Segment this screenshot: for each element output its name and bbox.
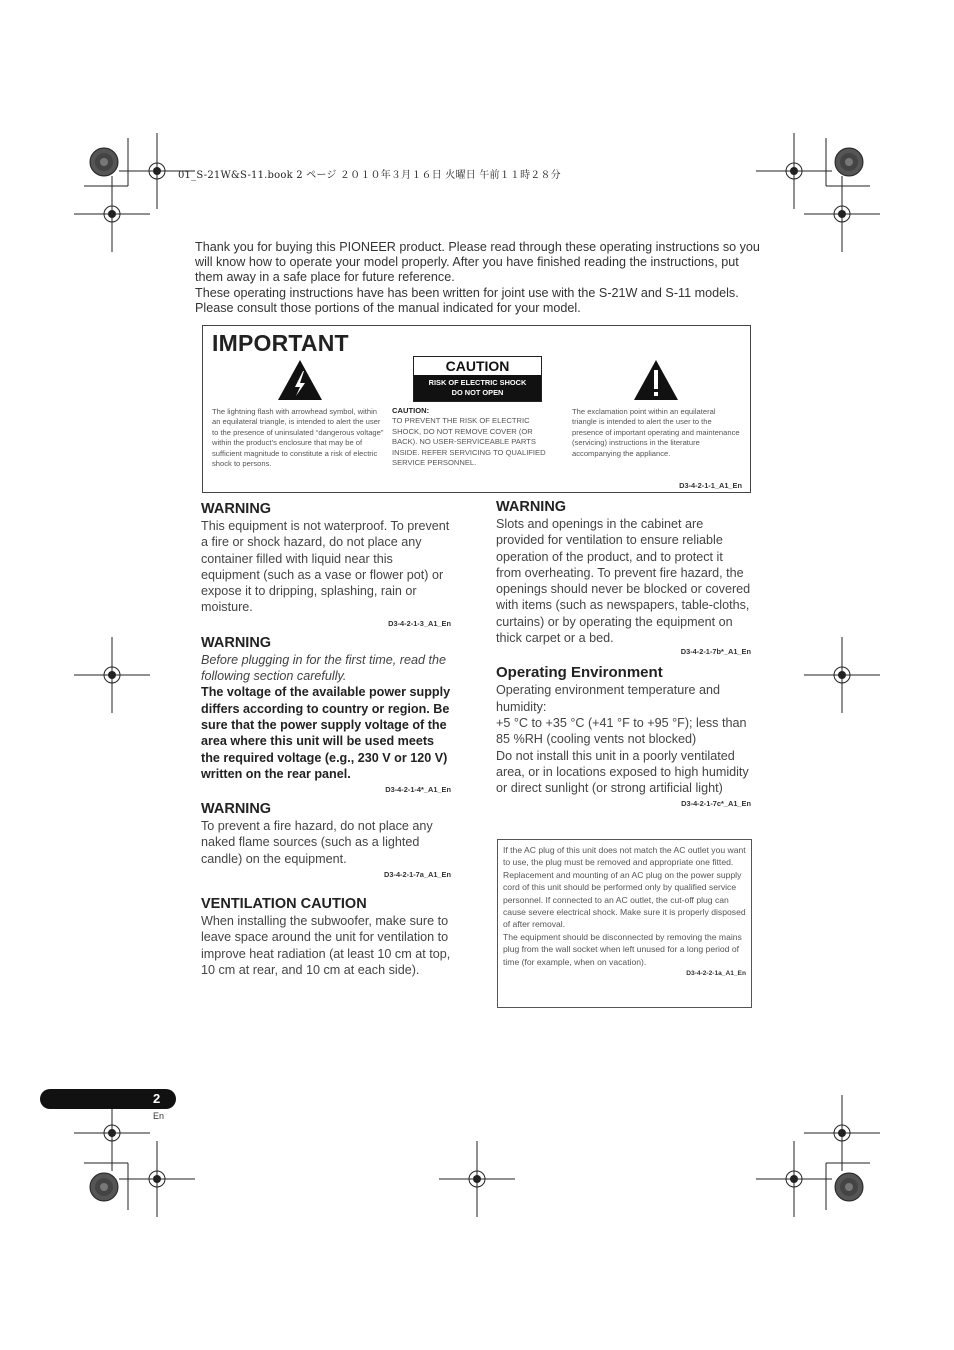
warning-ventilation-text: Slots and openings in the cabinet are provided for ventilation to ensure reliable operation of the product, and to protect it from overheating. To prevent fire hazard, the openings should never be blocked or covered with items (such as newspapers, table-cloths, curtains) or by operating the equipment on thick carpet or a bed. [496,517,751,646]
disconnect-notice: The equipment should be disconnected by removing the mains plug from the wall socket when left unused for a long period of time (for example, when on vacation). [503,931,742,967]
star-target-icon [90,148,118,176]
left-column [201,500,451,978]
star-target-icon [835,148,863,176]
ac-plug-notice-box [497,839,752,1008]
important-title: IMPORTANT [212,330,349,356]
warning-heading: WARNING [201,801,272,818]
doc-code: D3-4-2-1-4*_A1_En [385,785,451,795]
registration-mark-icon [119,1141,195,1217]
registration-mark-icon [756,133,832,209]
right-column [496,498,751,808]
ventilation-heading: VENTILATION CAUTION [201,896,367,913]
warning-heading: WARNING [201,501,272,517]
doc-code: D3-4-2-1-7a_A1_En [384,870,451,880]
registration-mark-icon [74,176,150,252]
registration-mark-icon [756,1141,832,1217]
intro-text [195,240,761,316]
ac-plug-notice: If the AC plug of this unit does not match the AC outlet you want to use, the plug must be removed and appropriate one fitted. Replacement and mounting of an AC plug on the power supply cord of this unit should be performed only by qualified service personnel. If connected to an AC outlet, the cut-off plug can cause severe electrical shock. Make sure it is properly disposed of after removal. [503,845,746,930]
registration-mark-icon [804,1095,880,1171]
warning-heading: WARNING [496,499,567,515]
caution-label-title: CAUTION [414,357,541,375]
caution-label-line1: RISK OF ELECTRIC SHOCK [428,378,527,387]
caution-label-line2: DO NOT OPEN [451,388,504,397]
exclamation-explanation: The exclamation point within an equilateral triangle is intended to alert the user to the presence of important operating and maintenance (servicing) instructions in the literature accompanying the appliance. [572,407,740,458]
warning-voltage-text: The voltage of the available power supply differs according to country or region. Be sure that the power supply voltage of the area where this unit will be used meets the required voltage (e.g., 230 V or 120 V) written on the rear panel. [201,685,451,781]
intro-paragraph-2: These operating instructions have has been written for joint use with the S-21W and S-11 models. Please consult those portions of the manual indicated for your model. [195,285,739,315]
page-language: En [153,1111,165,1121]
operating-environment-spec: +5 °C to +35 °C (+41 °F to +95 °F); less than 85 %RH (cooling vents not blocked) [496,715,747,747]
page-number: 2 [153,1091,161,1106]
ventilation-text: When installing the subwoofer, make sure to leave space around the unit for ventilation to improve heat radiation (at least 10 cm at top, 10 cm at rear, and 10 cm at each side). [201,914,451,977]
warning-voltage-intro: Before plugging in for the first time, read the following section carefully. [201,652,447,684]
operating-environment-advice: Do not install this unit in a poorly ventilated area, or in locations exposed to high humidity or direct sunlight (or strong artificial light) [496,748,749,796]
warning-flame-text: To prevent a fire hazard, do not place any naked flame sources (such as a lighted candle) on the equipment. [201,819,433,866]
registration-mark-icon [74,637,150,713]
lightning-explanation: The lightning flash with arrowhead symbol, within an equilateral triangle, is intended to alert the user to the presence of uninsulated “dangerous voltage” within the product’s enclosure that may be of sufficient magnitude to constitute a risk of electric shock to persons. [212,407,384,469]
star-target-icon [835,1173,863,1201]
doc-code: D3-4-2-1-7c*_A1_En [681,799,751,809]
warning-heading: WARNING [201,634,272,651]
exclamation-warning-icon [633,359,679,401]
important-box [202,325,751,493]
lightning-warning-icon [277,359,323,401]
registration-mark-icon [804,176,880,252]
doc-code: D3-4-2-1-3_A1_En [388,618,451,628]
caution-label-subtitle [414,375,541,401]
caution-text: TO PREVENT THE RISK OF ELECTRIC SHOCK, DO NOT REMOVE COVER (OR BACK). NO USER-SERVICEABLE PARTS INSIDE. REFER SERVICING TO QUALIFIED SERVICE PERSONNEL. [392,416,546,468]
operating-environment-heading: Operating Environment [496,664,663,682]
operating-environment-text: Operating environment temperature and humidity: [496,683,721,714]
registration-mark-icon [439,1141,515,1217]
star-target-icon [90,1173,118,1201]
warning-waterproof-text: This equipment is not waterproof. To prevent a fire or shock hazard, do not place any container filled with liquid near this equipment (such as a vase or flower pot) or expose it to dripping, splashing, rain or moisture. [201,519,450,615]
doc-code: D3-4-2-2-1a_A1_En [686,970,746,978]
intro-paragraph-1: Thank you for buying this PIONEER product. Please read through these operating instructions so you will know how to operate your model properly. After you have finished reading the instructions, put them away in a safe place for future reference. [195,240,760,285]
doc-code: D3-4-2-1-1_A1_En [679,481,742,490]
print-header: 01_S-21W&S-11.book 2 ページ ２０１０年３月１６日 火曜日 午前１１時２８分 [178,170,561,181]
caution-heading: CAUTION: [392,406,430,415]
caution-label [413,356,542,402]
doc-code: D3-4-2-1-7b*_A1_En [680,647,751,657]
registration-mark-icon [804,637,880,713]
caution-explanation [392,406,558,468]
